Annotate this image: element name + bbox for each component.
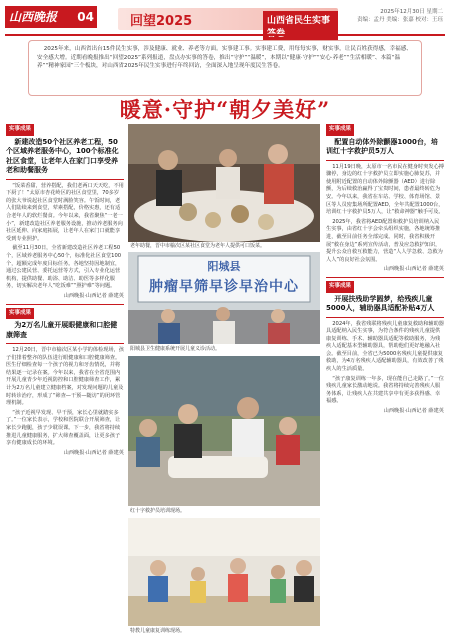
photo-clinic xyxy=(128,252,320,344)
left-byline-2: 山西晚报·山西记者 薛建英 xyxy=(63,449,124,456)
caption-clinic: 阳城县卫生健康系统开展儿童义诊活动。 xyxy=(130,346,221,352)
editor-text: 责编：孟丹 美编：张嘉 校对：王珏 xyxy=(357,17,443,23)
right-tag-2: 实事成果 xyxy=(326,281,354,293)
right-paragraph-1: 11月19日晚，太原市一名市民在健身时突发心搏骤停，身边的红十字救护员立即实施心肺复苏，并使用附近配置的自动体外除颤器（AED）进行除颤，为后续救治赢得了宝贵时间，患者最终转危为安。今年以来，我省在车站、学校、体育场馆、景区等人员密集场所配置AED，全年共配置1000台，培训红十字救护员5万人，让“救命神器”触手可及。 xyxy=(326,163,444,216)
divider xyxy=(6,343,124,344)
masthead xyxy=(5,6,97,28)
left-byline-1: 山西晚报·山西记者 薛建英 xyxy=(63,292,124,299)
date-text: 2025年12月30日 星期二 xyxy=(380,9,443,15)
page-number: 04 xyxy=(77,10,94,24)
dateline xyxy=(355,8,443,24)
right-paragraph-4: “孩子康复训练一年多，现在能自己走路了。”一位残疾儿童家长激动地说。我省将持续完善残疾人服务体系，让残疾人在共建共享中有更多获得感、幸福感。 xyxy=(326,375,444,405)
divider xyxy=(326,160,444,161)
sign-line-2: 肿瘤早筛早诊早治中心 xyxy=(149,279,299,295)
left-paragraph-3: 12月20日，晋中市榆次区某小学的体检现场，孩子们排着整齐的队伍进行眼健康和口腔健康筛查。医生仔细检查每一个孩子的视力和牙齿情况，并将结果逐一记录在案。今年以来，我省在全省范围内开展儿童青少年近视防控和口腔健康筛查工作，累计为2万名儿童建立健康档案，对发现问题的儿童及时转诊治疗，形成了“筛查—干预—随访”的闭环管理机制。 xyxy=(6,347,124,407)
left-subhead-1: 新建改造50个社区养老工程，50个区域养老服务中心，100个标准化社区食堂，让老年人在家门口享受养老和助餐服务 xyxy=(6,137,119,175)
divider xyxy=(6,179,124,180)
left-subhead-2: 为2万名儿童开展眼健康和口腔健康筛查 xyxy=(6,321,118,339)
divider xyxy=(6,304,124,305)
right-byline-1: 山西晚报·山西记者 薛建英 xyxy=(383,266,444,273)
page-header xyxy=(0,0,450,38)
left-paragraph-1: “饭菜香甜，营养搭配，我们老两口天天吃，不用下厨了！”太原市杏花岭区的社区食堂里，70多岁的张大爷说起社区食堂时满脸笑容。午饭时间，老人们陆续来到食堂，荤素搭配，价格实惠，还有适合老年人的软烂餐食。今年以来，我省聚焦“一老一小”，新建改造社区养老服务设施，推动养老服务向社区延伸、向家庭拓展，让老年人在家门口就能享受到专业照护。 xyxy=(6,182,124,242)
photo-firstaid xyxy=(128,356,320,506)
right-paragraph-3: 2024年，我省残联将残疾儿童康复救助和辅助器具适配纳入民生实事，为符合条件的残疾儿童提供康复训练、手术、辅助器具适配等救助服务，为残疾人适配基本型辅助器具，帮助他们更好地融入社会。截至目前，全省已为5000名残疾儿童提供康复救助，为4万名残疾人适配辅助器具，有效改善了残疾人的生活质量。 xyxy=(326,320,444,373)
divider xyxy=(326,277,444,278)
banner-subtitle: 山西省民生实事 xyxy=(263,11,338,41)
caption-rehab: 特教儿童康复训练现场。 xyxy=(130,628,186,634)
caption-canteen: 老年助餐，晋中市榆次区某社区食堂为老年人提供可口饭菜。 xyxy=(130,243,266,249)
left-paragraph-2: 截至11月30日，全省新建改造社区养老工程50个，区域养老服务中心50个，标准化社区食堂100个，超额完成年度目标任务。各地坚持因地制宜，通过公建民营、委托运营等方式，引入专业化运营机构，提供助餐、助浴、助洁、助医等多样化服务，切实解决老年人“吃饭难”“照护难”等问题。 xyxy=(6,245,122,290)
right-column xyxy=(326,124,444,636)
page-headline: 暖意·守护“朝夕美好” xyxy=(119,97,331,122)
photo-canteen xyxy=(128,124,320,242)
header-rule xyxy=(5,34,445,36)
right-paragraph-2: 2025年，我省将AED配置和救护员培训纳入民生实事，由省红十字会牵头组织实施，各地统筹推进，截至目前任务全部完成。同时，我省积极开展“救在身边”系列宣传活动，普及应急救护知识，提升公众自救互救能力，营造“人人学急救、急救为人人”的良好社会氛围。 xyxy=(326,218,443,263)
right-subhead-1: 配置自动体外除颤器1000台，培训红十字救护员5万人 xyxy=(326,137,438,156)
masthead-title: 山西晚报 xyxy=(9,10,58,24)
divider xyxy=(326,317,444,318)
caption-firstaid: 红十字救护员培训现场。 xyxy=(130,508,186,514)
right-subhead-2: 开展扶残助学圆梦，给残疾儿童5000人，辅助器具适配补贴4万人 xyxy=(326,294,435,312)
section-banner xyxy=(118,8,338,30)
right-tag-1: 实事成果 xyxy=(326,124,354,136)
intro-box: 2025年来，山西省出台15件民生实事，涉及健康、就业、养老等方面。实事建工事。实事建工费，用每每实事，财实事，让民百姓获得感，幸福感、安全感大增。近期看晚报推出“回望2025”系列报道，盘点办实事的答卷，推出“守护”“温暖”，本期以“健康·守护”“安心·养老”“生活相暖”、本篇“温养”“精神家园”三个板块，对山西省2025年民生实事进行年终回访，全面深入地呈现年度民生答卷。 xyxy=(28,40,422,96)
left-column xyxy=(6,124,124,636)
left-tag-1: 实事成果 xyxy=(6,124,34,136)
right-byline-2: 山西晚报·山西记者 薛建英 xyxy=(383,408,444,415)
photo-rehab xyxy=(128,518,320,626)
left-tag-2: 实事成果 xyxy=(6,308,34,320)
banner-title: 回望2025 xyxy=(130,14,193,29)
sign-line-1: 阳城县 xyxy=(207,260,241,273)
left-paragraph-4: “孩子近视早发现、早干预，家长心里就踏实多了。”一位家长表示，学校和医院联合开展筛查，让家长少跑腿，孩子少耽误课。下一步，我省将持续推进儿童健康服务，扩大筛查覆盖面，让更多孩子享有健康成长的环境。 xyxy=(6,409,121,447)
